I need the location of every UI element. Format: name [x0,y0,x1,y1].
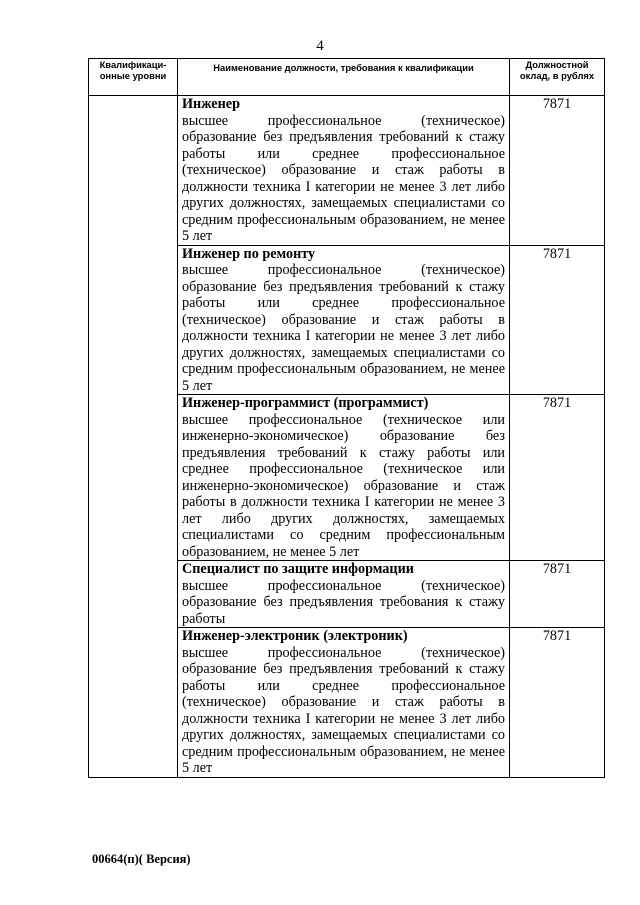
position-title: Специалист по защите информации [182,561,414,577]
position-requirements: высшее профессиональное (техническое) образование без предъявления требования к стажу работы [182,577,505,627]
position-title: Инженер-электроник (электроник) [182,628,408,644]
qualification-table [88,58,605,778]
qualification-level-cell [89,96,178,778]
header-qualification-levels: Квалификаци-онные уровни [89,59,178,96]
salary-value: 7871 [510,245,605,395]
position-cell [178,395,510,561]
position-requirements: высшее профессиональное (техническое или инженерно-экономическое) образование без предъявления требований к стажу работы или среднее профессиональное (техническое или инженерно-экономическое) образование и стаж работы в должности техника I категории не менее 3 лет либо других должностях, замещаемых специалистами со средним профессиональным образованием, не менее 5 лет [182,411,505,560]
position-title: Инженер по ремонту [182,245,316,262]
position-title: Инженер [182,96,240,112]
position-requirements: высшее профессиональное (техническое) образование без предъявления требований к стажу работы или среднее профессиональное (техническое) образование и стаж работы в должности техника I категории не менее 3 лет либо других должностях, замещаемых специалистами со средним профессиональным образованием, не менее 5 лет [182,112,505,244]
header-salary: Должностной оклад, в рублях [510,59,605,96]
salary-value: 7871 [510,96,605,246]
position-cell [178,245,510,395]
position-cell [178,628,510,778]
position-cell [178,96,510,246]
page-number: 4 [316,38,324,54]
position-requirements: высшее профессиональное (техническое) образование без предъявления требований к стажу работы или среднее профессиональное (техническое) образование и стаж работы в должности техника I категории не менее 3 лет либо других должностях, замещаемых специалистами со средним профессиональным образованием, не менее 5 лет [182,262,505,394]
table-header-row [89,59,605,96]
table-row [89,96,605,246]
position-requirements: высшее профессиональное (техническое) образование без предъявления требований к стажу работы или среднее профессиональное (техническое) образование и стаж работы в должности техника I категории не менее 3 лет либо других должностях, замещаемых специалистами со средним профессиональным образованием, не менее 5 лет [182,644,505,776]
position-title: Инженер-программист (программист) [182,395,429,411]
header-position-requirements: Наименование должности, требования к квалификации [178,59,510,96]
document-code: 00664(п)( Версия) [92,852,191,866]
salary-value: 7871 [510,561,605,628]
position-cell [178,561,510,628]
salary-value: 7871 [510,628,605,778]
salary-value: 7871 [510,395,605,561]
